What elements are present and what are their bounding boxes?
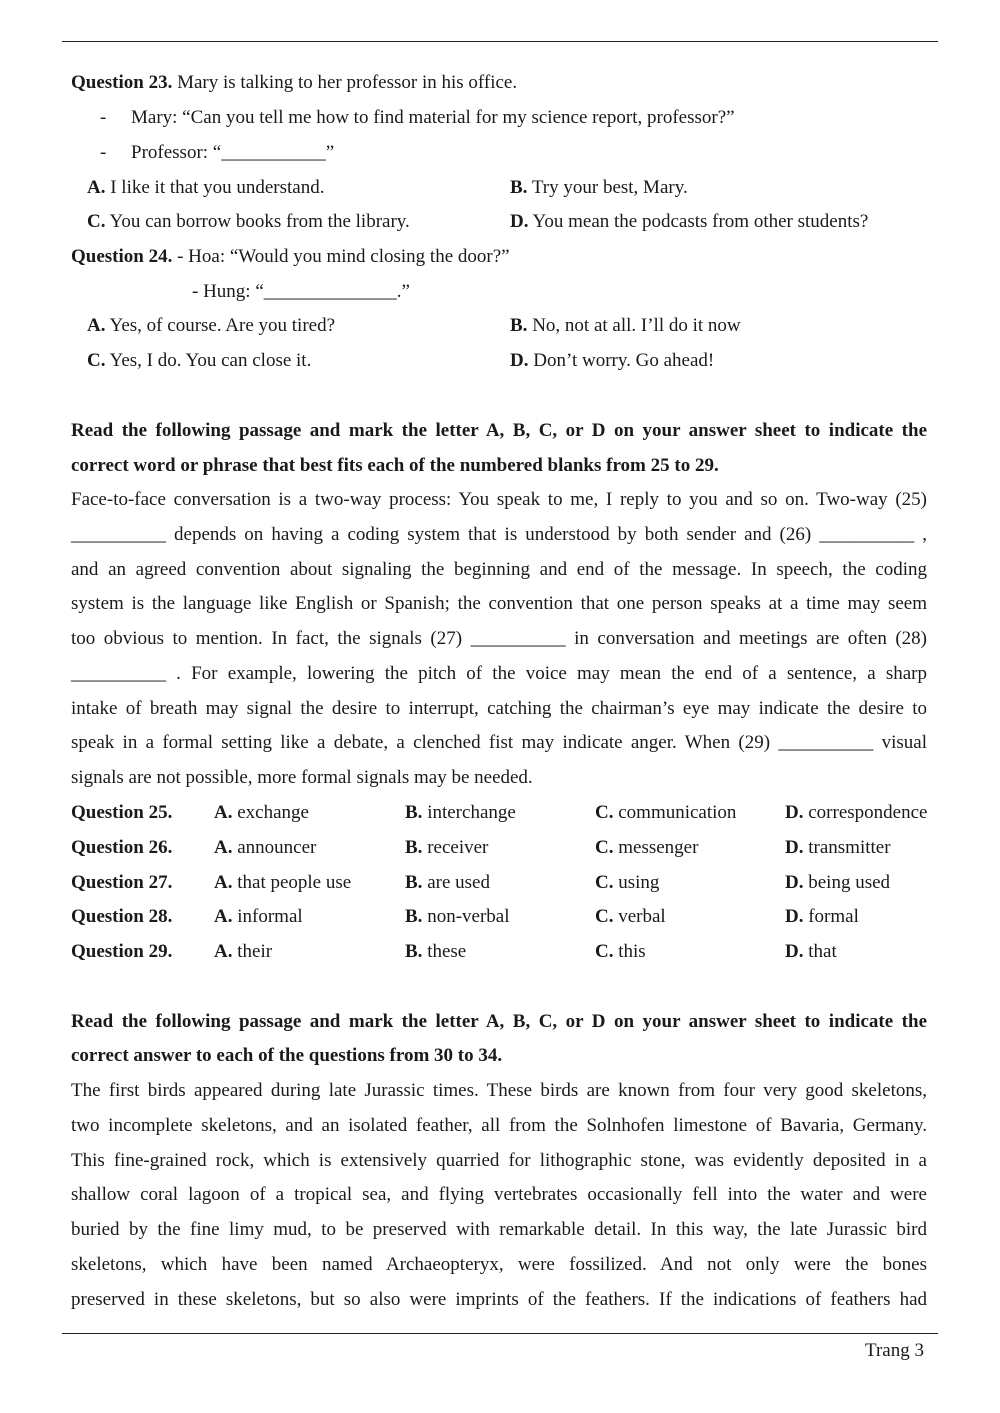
option-text: being used [808, 872, 891, 893]
option-d [785, 940, 837, 964]
option-c [595, 871, 659, 895]
option-text: No, not at all. I’ll do it now [532, 315, 741, 336]
option-letter: B. [405, 802, 423, 823]
option-c [595, 836, 698, 860]
q24-option-d [510, 349, 714, 373]
passage1-line: and an agreed convention about signaling the beginning and end of the message. In speech, the coding [71, 559, 927, 580]
option-letter: A. [87, 177, 106, 198]
option-text: their [237, 941, 273, 962]
q24-option-b [510, 314, 741, 338]
option-letter: D. [785, 837, 804, 858]
q23-option-d [510, 210, 868, 234]
option-text: You mean the podcasts from other students? [532, 211, 869, 232]
option-letter: D. [785, 906, 804, 927]
option-d [785, 836, 891, 860]
q23-label: Question 23. [71, 72, 173, 93]
option-b [405, 905, 510, 929]
passage1-line: Face-to-face conversation is a two-way process: You speak to me, I reply to you and so on. Two-way (25) [71, 489, 927, 510]
question-label: Question 29. [71, 941, 173, 962]
option-letter: C. [87, 211, 106, 232]
q24-stem-line [71, 245, 510, 269]
option-b [405, 871, 490, 895]
option-text: announcer [237, 837, 317, 858]
q23-stem: Mary is talking to her professor in his office. [177, 72, 518, 93]
q23-dialogue-professor: Professor: “___________” [131, 142, 335, 163]
option-text: receiver [427, 837, 489, 858]
q23-option-c [87, 210, 410, 234]
option-letter: C. [87, 350, 106, 371]
option-letter: D. [510, 350, 529, 371]
question-label: Question 28. [71, 906, 173, 927]
option-text: Try your best, Mary. [531, 177, 688, 198]
option-text: this [618, 941, 646, 962]
option-text: using [618, 872, 660, 893]
option-a [214, 940, 272, 964]
option-text: correspondence [808, 802, 928, 823]
option-letter: A. [214, 906, 233, 927]
option-c [595, 801, 736, 825]
passage2-line: shallow coral lagoon of a tropical sea, and flying vertebrates occasionally fell into the water and were [71, 1184, 927, 1205]
option-letter: A. [87, 315, 106, 336]
option-letter: B. [405, 941, 423, 962]
option-text: are used [427, 872, 490, 893]
passage2-line: two incomplete skeletons, and an isolated feather, all from the Solnhofen limestone of Bavaria, Germany. [71, 1115, 927, 1136]
option-text: that [808, 941, 837, 962]
passage1-line: speak in a formal setting like a debate, a clenched fist may indicate anger. When (29) __________ visual [71, 732, 927, 753]
passage1-line: system is the language like English or Spanish; the convention that one person speaks at a time may seem [71, 593, 927, 614]
option-d [785, 905, 859, 929]
question-label: Question 26. [71, 837, 173, 858]
section2-instruction-line: correct answer to each of the questions from 30 to 34. [71, 1045, 503, 1066]
option-letter: C. [595, 872, 614, 893]
option-d [785, 801, 927, 825]
option-text: messenger [618, 837, 699, 858]
option-letter: A. [214, 837, 233, 858]
option-text: exchange [237, 802, 309, 823]
option-letter: B. [510, 177, 528, 198]
option-text: transmitter [808, 837, 891, 858]
option-letter: D. [785, 802, 804, 823]
question-label: Question 25. [71, 802, 173, 823]
top-rule [62, 41, 938, 42]
option-letter: B. [510, 315, 528, 336]
option-a [214, 801, 309, 825]
page-number: Trang 3 [865, 1340, 924, 1361]
option-c [595, 940, 646, 964]
q24-option-c [87, 349, 311, 373]
q24-option-a [87, 314, 335, 338]
option-text: non-verbal [427, 906, 510, 927]
q23-option-a [87, 176, 324, 200]
option-letter: A. [214, 941, 233, 962]
section2-instruction-line: Read the following passage and mark the letter A, B, C, or D on your answer sheet to indicate the [71, 1011, 927, 1032]
option-text: Yes, of course. Are you tired? [109, 315, 336, 336]
option-a [214, 905, 303, 929]
option-letter: B. [405, 837, 423, 858]
passage2-line: preserved in these skeletons, but so also were imprints of the feathers. If the indications of feathers had [71, 1289, 927, 1310]
option-letter: D. [785, 872, 804, 893]
option-letter: C. [595, 802, 614, 823]
option-letter: D. [785, 941, 804, 962]
q24-label: Question 24. [71, 246, 173, 267]
option-b [405, 801, 516, 825]
option-letter: C. [595, 837, 614, 858]
q23-dash-2: - [100, 142, 107, 163]
passage2-line: This fine-grained rock, which is extensively quarried for lithographic stone, was evidently deposited in a [71, 1150, 927, 1171]
option-a [214, 836, 316, 860]
passage2-line: skeletons, which have been named Archaeopteryx, were fossilized. And not only were the bones [71, 1254, 927, 1275]
question-label: Question 27. [71, 872, 173, 893]
passage2-line: The first birds appeared during late Jurassic times. These birds are known from four very good skeletons, [71, 1080, 927, 1101]
q23-option-b [510, 176, 688, 200]
q23-dash-1: - [100, 107, 107, 128]
option-a [214, 871, 351, 895]
option-letter: B. [405, 906, 423, 927]
option-text: You can borrow books from the library. [109, 211, 410, 232]
option-text: Yes, I do. You can close it. [109, 350, 312, 371]
option-c [595, 905, 666, 929]
bottom-rule [62, 1333, 938, 1334]
option-text: I like it that you understand. [110, 177, 325, 198]
option-text: communication [618, 802, 737, 823]
passage1-line: too obvious to mention. In fact, the signals (27) __________ in conversation and meetings are often (28) [71, 628, 927, 649]
passage1-line: __________ depends on having a coding system that is understood by both sender and (26) __________ , [71, 524, 927, 545]
option-letter: C. [595, 906, 614, 927]
passage1-line: intake of breath may signal the desire to interrupt, catching the chairman’s eye may indicate the desire to [71, 698, 927, 719]
option-text: that people use [237, 872, 352, 893]
option-letter: B. [405, 872, 423, 893]
option-text: Don’t worry. Go ahead! [533, 350, 715, 371]
option-letter: A. [214, 872, 233, 893]
option-d [785, 871, 890, 895]
q24-stem: - Hoa: “Would you mind closing the door?” [177, 246, 510, 267]
option-letter: A. [214, 802, 233, 823]
q23-stem-line [71, 71, 517, 95]
option-text: verbal [618, 906, 666, 927]
passage1-line: __________ . For example, lowering the pitch of the voice may mean the end of a sentence, a sharp [71, 663, 927, 684]
passage1-line: signals are not possible, more formal signals may be needed. [71, 767, 533, 788]
section1-instruction-line: Read the following passage and mark the letter A, B, C, or D on your answer sheet to indicate the [71, 420, 927, 441]
option-b [405, 836, 488, 860]
q23-dialogue-mary: Mary: “Can you tell me how to find material for my science report, professor?” [131, 107, 735, 128]
option-text: informal [237, 906, 303, 927]
section1-instruction-line: correct word or phrase that best fits each of the numbered blanks from 25 to 29. [71, 455, 719, 476]
option-letter: C. [595, 941, 614, 962]
option-text: these [427, 941, 467, 962]
passage2-line: buried by the fine limy mud, to be preserved with remarkable detail. In this way, the late Jurassic bird [71, 1219, 927, 1240]
option-text: formal [808, 906, 859, 927]
option-text: interchange [427, 802, 516, 823]
q24-dialogue-hung: - Hung: “______________.” [192, 281, 410, 302]
option-b [405, 940, 466, 964]
option-letter: D. [510, 211, 529, 232]
